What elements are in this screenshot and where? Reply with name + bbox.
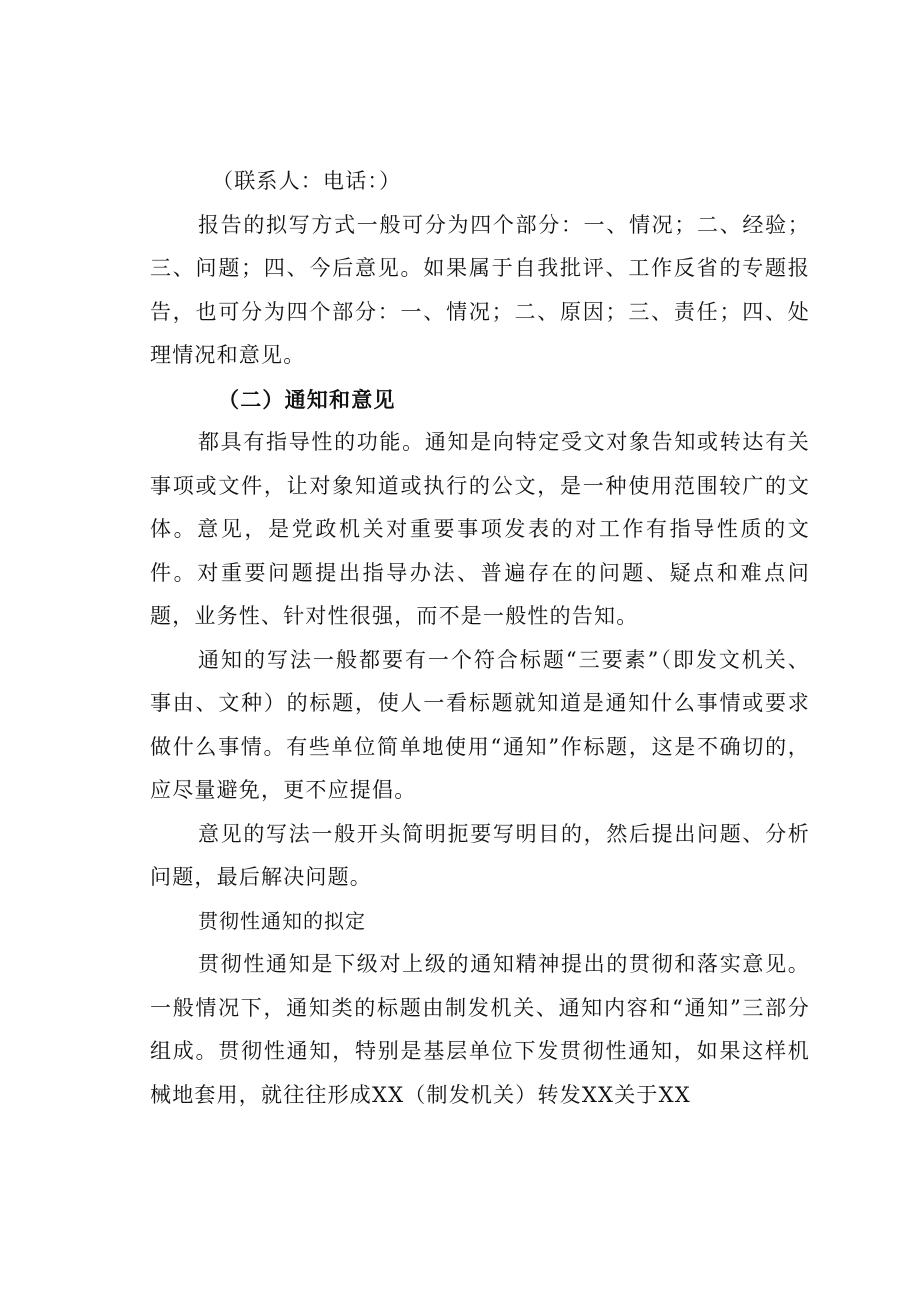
paragraph-guidance-function: 都具有指导性的功能。通知是向特定受文对象告知或转达有关事项或文件，让对象知道或执行的公文，是一种使用范围较广的文体。意见，是党政机关对重要事项发表的对工作有指导性质的文件。对重要问题提出指导办法、普遍存在的问题、疑点和难点问题，业务性、针对性很强，而不是一般性的告知。 <box>150 430 810 628</box>
paragraph-notice-writing: 通知的写法一般都要有一个符合标题“三要素”（即发文机关、事由、文种）的标题，使人一看标题就知道是通知什么事情或要求做什么事情。有些单位简单地使用“通知”作标题，这是不确切的，应尽量避免，更不应提倡。 <box>150 647 810 802</box>
paragraph-opinion-writing: 意见的写法一般开头简明扼要写明目的，然后提出问题、分析问题，最后解决问题。 <box>150 821 810 889</box>
document-body <box>150 160 810 1117</box>
contact-line: （联系人：电话：） <box>212 169 402 193</box>
subheading-implementing-notice: 贯彻性通知的拟定 <box>198 908 366 933</box>
paragraph-implementing-notice: 贯彻性通知是下级对上级的通知精神提出的贯彻和落实意见。一般情况下，通知类的标题由制发机关、通知内容和“通知”三部分组成。贯彻性通知，特别是基层单位下发贯彻性通知，如果这样机械地套用，就往往形成XX（制发机关）转发XX关于XX <box>150 952 810 1107</box>
paragraph-report-structure: 报告的拟写方式一般可分为四个部分：一、情况；二、经验；三、问题；四、今后意见。如果属于自我批评、工作反省的专题报告，也可分为四个部分：一、情况；二、原因；三、责任；四、处理情况和意见。 <box>150 212 810 367</box>
section-heading-notice-opinion: （二）通知和意见 <box>218 386 396 412</box>
